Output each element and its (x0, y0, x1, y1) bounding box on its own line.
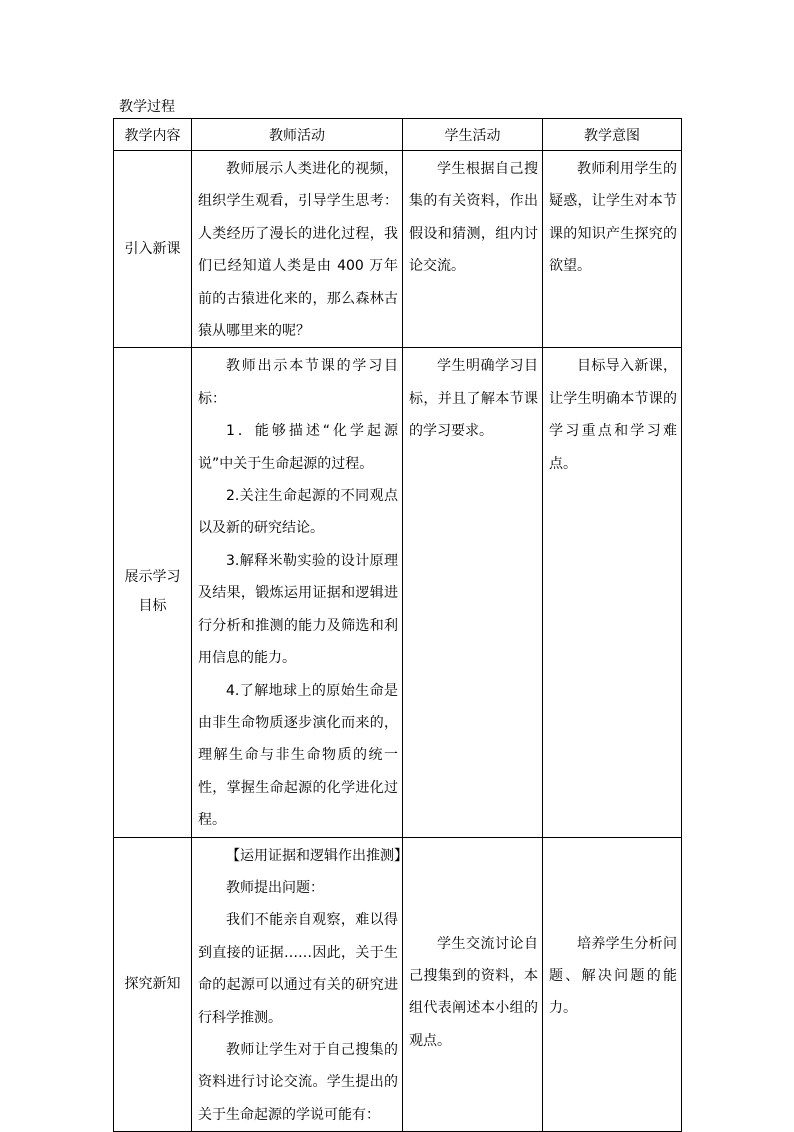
teacher-paragraph: 教师提出问题： (226, 879, 324, 896)
row-content: 探究新知 (114, 837, 192, 1132)
student-text: 学生根据自己搜集的有关资料，作出假设和猜测，组内讨论交流。 (409, 161, 538, 275)
header-content: 教学内容 (114, 119, 192, 151)
teaching-process-table (113, 118, 682, 1132)
row-intent (543, 151, 682, 348)
row-teacher (192, 151, 403, 348)
row-student (403, 837, 543, 1132)
row-student (403, 151, 543, 348)
student-text: 学生明确学习目标，并且了解本节课的学习要求。 (409, 358, 538, 440)
intent-text: 目标导入新课，让学生明确本节课的学习重点和学习难点。 (549, 358, 677, 472)
row-student (403, 348, 543, 837)
teacher-paragraph: 3.解释米勒实验的设计原理及结果，锻炼运用证据和逻辑进行分析和推测的能力及筛选和利用信息的能力。 (198, 552, 398, 667)
intent-text: 培养学生分析问题、解决问题的能力。 (549, 935, 677, 1017)
header-intent: 教学意图 (543, 119, 682, 151)
table-row (114, 348, 682, 837)
row-content: 引入新课 (114, 151, 192, 348)
row-content-label: 展示学习目标 (124, 569, 181, 615)
teacher-paragraph: 4.了解地球上的原始生命是由非生命物质逐步演化而来的，理解生命与非生命物质的统一性，掌握生命起源的化学进化过程。 (198, 682, 398, 829)
row-teacher (192, 348, 403, 837)
row-intent (543, 837, 682, 1132)
row-content (114, 348, 192, 837)
teacher-paragraph: 教师出示本节课的学习目标： (198, 358, 398, 407)
teacher-paragraph: 教师让学生对于自己搜集的资料进行讨论交流。学生提出的关于生命起源的学说可能有： (198, 1041, 398, 1123)
row-teacher (192, 837, 408, 1132)
row-intent (543, 348, 682, 837)
table-row (114, 837, 682, 1132)
teacher-paragraph: 2.关注生命起源的不同观点以及新的研究结论。 (198, 488, 398, 537)
header-teacher: 教师活动 (192, 119, 403, 151)
table-row (114, 151, 682, 348)
header-student: 学生活动 (403, 119, 543, 151)
teacher-paragraph: 我们不能亲自观察，难以得到直接的证据……因此，关于生命的起源可以通过有关的研究进行科学推测。 (198, 912, 398, 1026)
student-text: 学生交流讨论自己搜集到的资料，本组代表阐述本小组的观点。 (409, 935, 538, 1049)
intent-text: 教师利用学生的疑惑，让学生对本节课的知识产生探究的欲望。 (549, 161, 677, 275)
section-title: 教学过程 (119, 99, 175, 115)
header-row (114, 119, 682, 151)
teacher-heading: 【运用证据和逻辑作出推测】 (226, 847, 408, 864)
teacher-paragraph: 1．能够描述“化学起源说”中关于生命起源的过程。 (198, 423, 398, 472)
teacher-paragraph: 教师展示人类进化的视频，组织学生观看，引导学生思考：人类经历了漫长的进化过程，我们已经知道人类是由 400 万年前的古猿进化来的，那么森林古猿从哪里来的呢？ (198, 161, 398, 340)
